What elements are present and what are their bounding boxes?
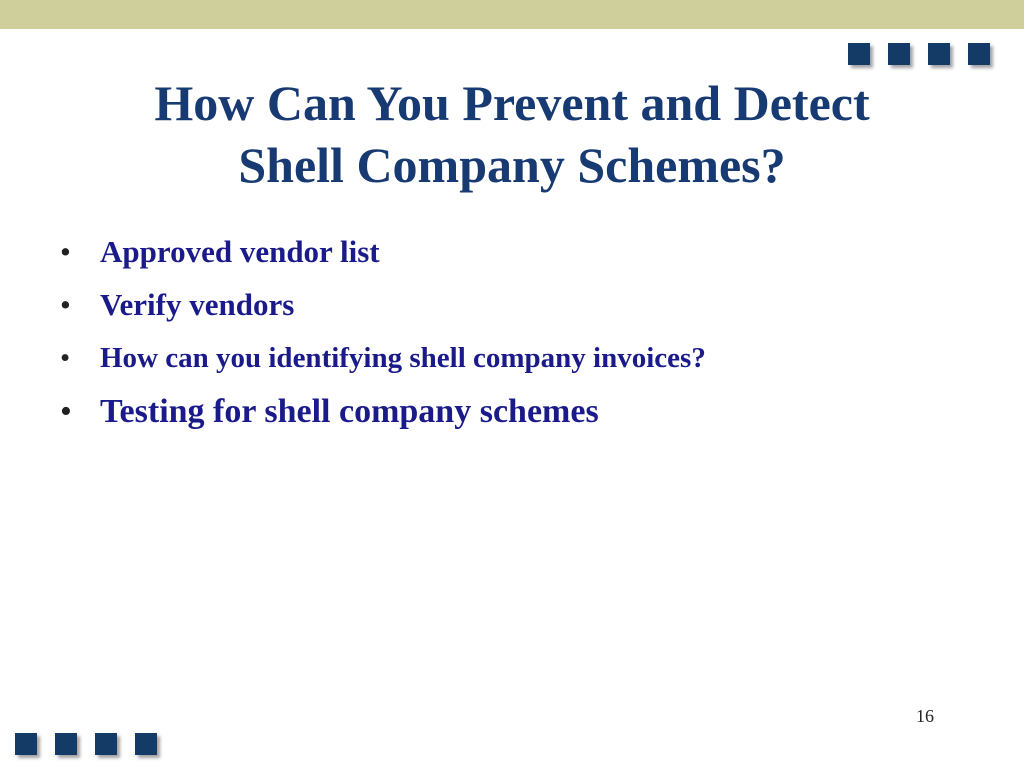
decorative-squares-top-right (848, 43, 990, 65)
square-icon (55, 733, 77, 755)
slide-title-line-2: Shell Company Schemes? (238, 137, 786, 193)
square-icon (15, 733, 37, 755)
bullet-text: How can you identifying shell company invoices? (100, 342, 706, 374)
bullet-text: Verify vendors (100, 287, 295, 322)
bullet-item (60, 283, 960, 327)
bullet-item (60, 336, 960, 380)
bullet-text: Testing for shell company schemes (100, 393, 599, 430)
bullet-icon: • (60, 287, 71, 322)
top-accent-band (0, 0, 1024, 29)
slide-title-line-1: How Can You Prevent and Detect (154, 75, 870, 131)
bullet-icon: • (60, 393, 72, 430)
slide-title (40, 72, 984, 196)
bullet-item (60, 389, 960, 435)
square-icon (888, 43, 910, 65)
decorative-squares-bottom-left (15, 733, 157, 755)
square-icon (135, 733, 157, 755)
bullet-list (60, 230, 960, 435)
bullet-icon: • (60, 342, 71, 374)
square-icon (848, 43, 870, 65)
bullet-text: Approved vendor list (100, 234, 380, 269)
page-number: 16 (916, 706, 934, 726)
square-icon (928, 43, 950, 65)
bullet-item (60, 230, 960, 274)
bullet-icon: • (60, 234, 71, 269)
square-icon (968, 43, 990, 65)
square-icon (95, 733, 117, 755)
